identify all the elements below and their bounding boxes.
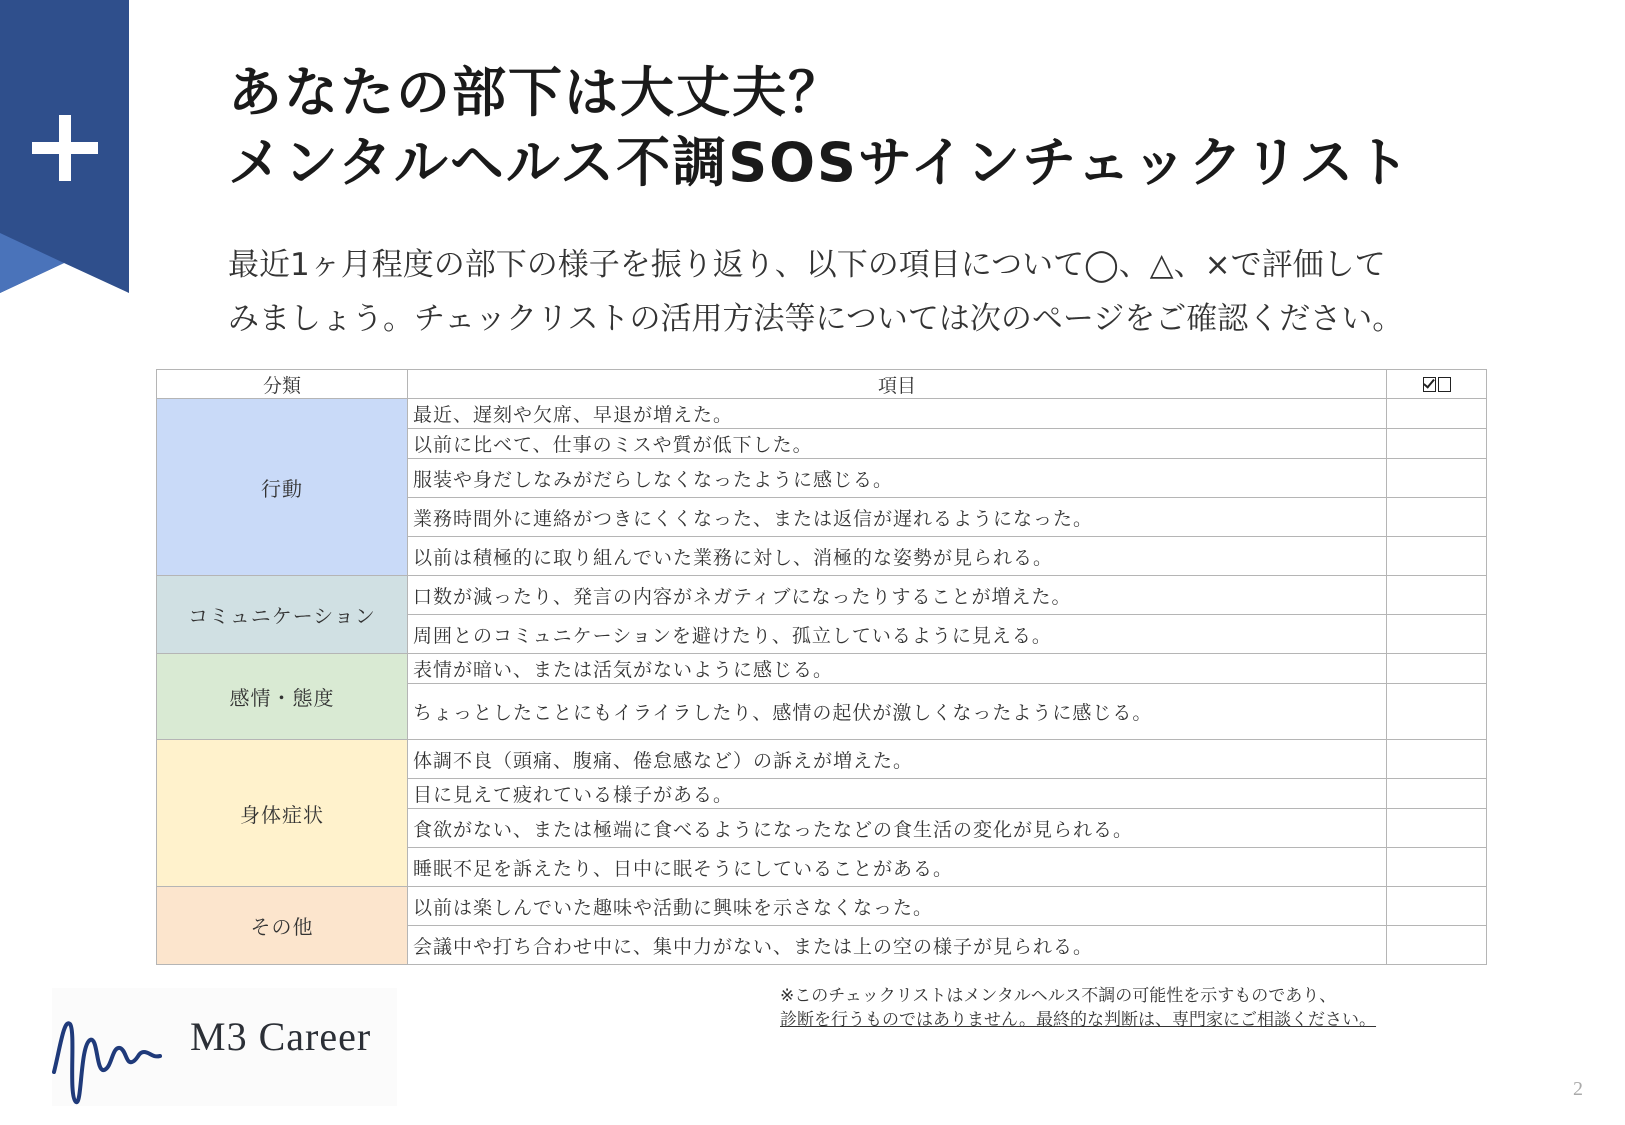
evaluation-cell[interactable] — [1387, 429, 1487, 459]
evaluation-cell[interactable] — [1387, 740, 1487, 779]
evaluation-cell[interactable] — [1387, 654, 1487, 684]
table-row — [157, 576, 1487, 615]
disclaimer-line-1: ※このチェックリストはメンタルヘルス不調の可能性を示すものであり、 — [780, 986, 1337, 1006]
checklist-table — [156, 369, 1487, 965]
item-cell: 睡眠不足を訴えたり、日中に眠そうにしていることがある。 — [408, 848, 1387, 887]
item-cell: 服装や身だしなみがだらしなくなったように感じる。 — [408, 459, 1387, 498]
intro-text — [228, 238, 1528, 346]
empty-box-icon — [1438, 377, 1451, 392]
wave-logo-icon — [52, 988, 192, 1106]
item-cell: 体調不良（頭痛、腹痛、倦怠感など）の訴えが増えた。 — [408, 740, 1387, 779]
logo-wordmark: M3 Career — [190, 1014, 372, 1059]
item-cell: 会議中や打ち合わせ中に、集中力がない、または上の空の様子が見られる。 — [408, 926, 1387, 965]
title-line-2: メンタルヘルス不調SOSサインチェックリスト — [228, 131, 1412, 194]
evaluation-cell[interactable] — [1387, 809, 1487, 848]
disclaimer-note — [780, 984, 1376, 1032]
evaluation-cell[interactable] — [1387, 684, 1487, 740]
evaluation-cell[interactable] — [1387, 848, 1487, 887]
item-cell: 目に見えて疲れている様子がある。 — [408, 779, 1387, 809]
category-cell: 行動 — [157, 399, 408, 576]
plus-icon — [28, 112, 98, 182]
item-cell: 食欲がない、または極端に食べるようになったなどの食生活の変化が見られる。 — [408, 809, 1387, 848]
category-cell: 身体症状 — [157, 740, 408, 887]
evaluation-cell[interactable] — [1387, 498, 1487, 537]
item-cell: 業務時間外に連絡がつきにくくなった、または返信が遅れるようになった。 — [408, 498, 1387, 537]
item-cell: 口数が減ったり、発言の内容がネガティブになったりすることが増えた。 — [408, 576, 1387, 615]
header-checkbox-icons — [1387, 370, 1487, 399]
m3-career-logo — [52, 988, 397, 1106]
evaluation-cell[interactable] — [1387, 779, 1487, 809]
category-cell: 感情・態度 — [157, 654, 408, 740]
table-row — [157, 654, 1487, 684]
table-row — [157, 887, 1487, 926]
table-row — [157, 399, 1487, 429]
evaluation-cell[interactable] — [1387, 537, 1487, 576]
title-line-1: あなたの部下は大丈夫？ — [228, 61, 844, 124]
table-header-row — [157, 370, 1487, 399]
item-cell: 以前は楽しんでいた趣味や活動に興味を示さなくなった。 — [408, 887, 1387, 926]
header-category: 分類 — [157, 370, 408, 399]
evaluation-cell[interactable] — [1387, 399, 1487, 429]
item-cell: 最近、遅刻や欠席、早退が増えた。 — [408, 399, 1387, 429]
disclaimer-line-2: 診断を行うものではありません。最終的な判断は、専門家にご相談ください。 — [780, 1010, 1377, 1030]
item-cell: 表情が暗い、または活気がないように感じる。 — [408, 654, 1387, 684]
item-cell: 以前は積極的に取り組んでいた業務に対し、消極的な姿勢が見られる。 — [408, 537, 1387, 576]
intro-line-2: みましょう。チェックリストの活用方法等については次のページをご確認ください。 — [228, 301, 1404, 337]
evaluation-cell[interactable] — [1387, 615, 1487, 654]
item-cell: ちょっとしたことにもイライラしたり、感情の起伏が激しくなったように感じる。 — [408, 684, 1387, 740]
header-item: 項目 — [408, 370, 1387, 399]
evaluation-cell[interactable] — [1387, 887, 1487, 926]
category-cell: その他 — [157, 887, 408, 965]
page-number: 2 — [1573, 1078, 1583, 1100]
category-cell: コミュニケーション — [157, 576, 408, 654]
intro-line-1: 最近1ヶ月程度の部下の様子を振り返り、以下の項目について◯、△、×で評価して — [228, 247, 1386, 283]
evaluation-cell[interactable] — [1387, 459, 1487, 498]
page-title — [228, 58, 1411, 198]
item-cell: 周囲とのコミュニケーションを避けたり、孤立しているように見える。 — [408, 615, 1387, 654]
table-row — [157, 740, 1487, 779]
checked-box-icon — [1423, 377, 1436, 392]
item-cell: 以前に比べて、仕事のミスや質が低下した。 — [408, 429, 1387, 459]
evaluation-cell[interactable] — [1387, 576, 1487, 615]
evaluation-cell[interactable] — [1387, 926, 1487, 965]
